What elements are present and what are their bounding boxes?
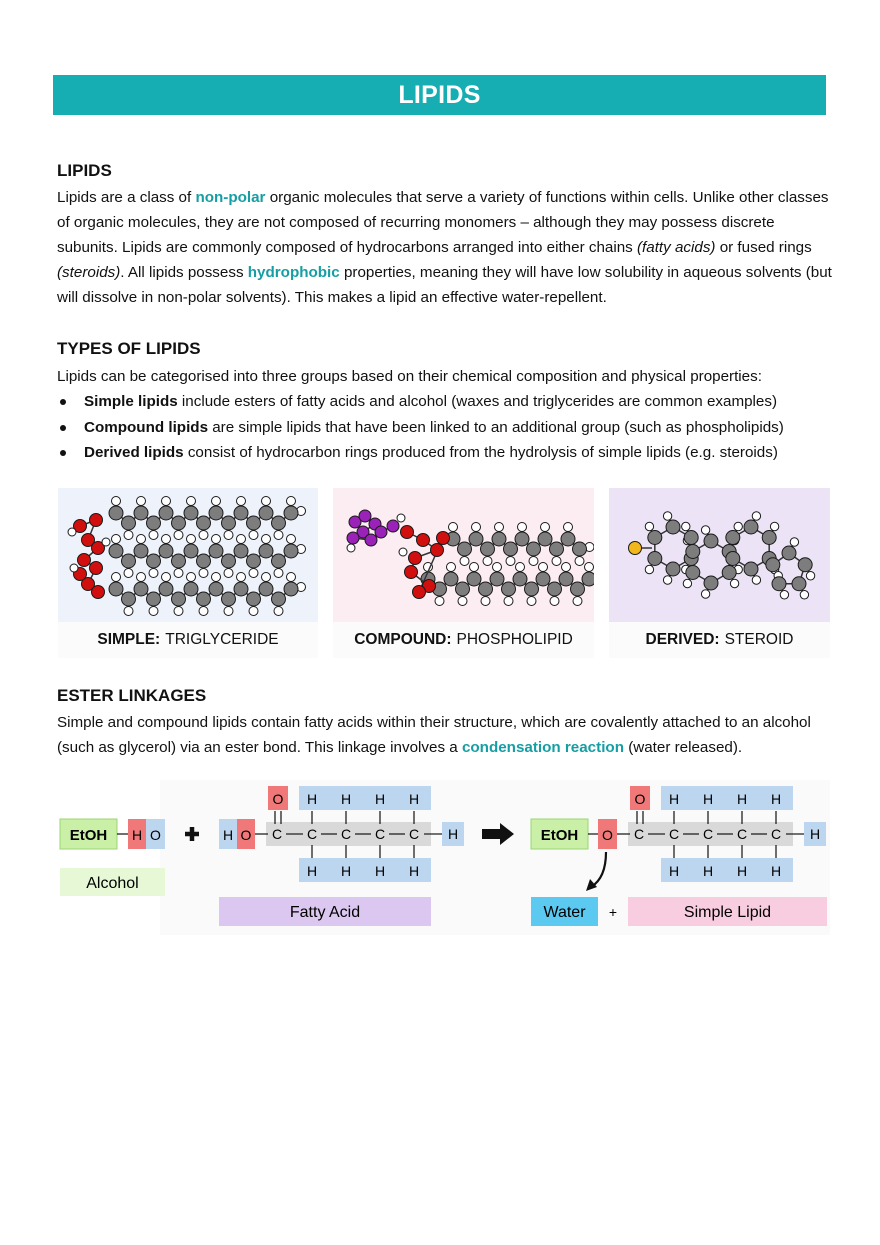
carbon-atom <box>782 546 796 560</box>
carbon-atom <box>798 558 812 572</box>
keyword-condensation: condensation reaction <box>461 739 624 756</box>
types-intro: Lipids can be categorised into three groups based on their chemical composition and physical properties: <box>57 368 762 385</box>
h-label: H <box>702 863 714 879</box>
hydrogen-atom <box>249 531 258 540</box>
carbon-atom <box>744 520 758 534</box>
hydrogen-atom <box>701 526 709 534</box>
h-label: H <box>374 863 386 879</box>
section-heading-ester: ESTER LINKAGES <box>57 686 207 705</box>
carbon-atom <box>209 544 223 558</box>
c-label: C <box>633 826 645 842</box>
glycerol-atom <box>401 526 414 539</box>
carbon-atom <box>515 532 529 546</box>
hydrogen-atom <box>458 597 467 606</box>
carbon-atom <box>122 592 136 606</box>
hydrogen-atom <box>506 557 515 566</box>
o-label: O <box>602 827 613 843</box>
carbon-atom <box>704 534 718 548</box>
carbon-atom <box>234 582 248 596</box>
c-label: C <box>340 826 352 842</box>
hydrogen-atom <box>187 535 196 544</box>
c-label: C <box>374 826 386 842</box>
hydrogen-atom <box>397 514 405 522</box>
hydrogen-atom <box>237 535 246 544</box>
water-label: Water <box>543 904 586 921</box>
carbon-atom <box>134 544 148 558</box>
hydrogen-atom <box>249 569 258 578</box>
glycerol-atom <box>90 514 103 527</box>
triglyceride-image <box>58 488 318 622</box>
carbon-atom <box>573 542 587 556</box>
h-label: H <box>306 791 318 807</box>
h-label: H <box>408 863 420 879</box>
hydrogen-atom <box>187 497 196 506</box>
carbon-atom <box>159 544 173 558</box>
hydrogen-atom <box>112 573 121 582</box>
hydrogen-atom <box>162 535 171 544</box>
lipids-paragraph: Lipids are a class of non-polar organic molecules that serve a variety of functions within cells. Unlike other classes of organic molecules, they are not composed of recurring monomers – although they may possess discrete subunits. Lipids are commonly composed of hydrocarbons arranged into either chains (fatty acids) or fused rings (steroids). All lipids possess hydrophobic properties, meaning they will have low solubility in aqueous solvents (but will dissolve in non-polar solvents). This makes a lipid an effective water-repellent. <box>57 189 832 306</box>
hydrogen-atom <box>435 597 444 606</box>
carbon-atom <box>259 582 273 596</box>
hydrogen-atom <box>162 573 171 582</box>
caption-derived: DERIVED: STEROID <box>609 622 830 658</box>
hydrogen-atom <box>518 523 527 532</box>
hydrogen-atom <box>780 591 788 599</box>
glycerol-atom <box>437 532 450 545</box>
carbon-atom <box>502 582 516 596</box>
carbon-atom <box>648 552 662 566</box>
h-label: H <box>131 827 143 843</box>
carbon-atom <box>109 582 123 596</box>
hydrogen-atom <box>529 557 538 566</box>
hydrogen-atom <box>495 523 504 532</box>
simple-lipid-label: Simple Lipid <box>683 904 772 921</box>
hydrogen-atom <box>224 607 233 616</box>
hydrogen-atom <box>806 572 814 580</box>
hydrogen-atom <box>481 597 490 606</box>
carbon-atom <box>172 592 186 606</box>
h-label: H <box>736 863 748 879</box>
h-label: H <box>668 791 680 807</box>
h-label: H <box>306 863 318 879</box>
c-label: C <box>736 826 748 842</box>
functional-group-atom <box>629 542 642 555</box>
hydrogen-atom <box>575 557 584 566</box>
hydrogen-atom <box>447 563 456 572</box>
carbon-atom <box>686 566 700 580</box>
hydrogen-atom <box>800 591 808 599</box>
carbon-atom <box>247 592 261 606</box>
hydrogen-atom <box>212 497 221 506</box>
carbon-atom <box>513 572 527 586</box>
carbon-atom <box>197 592 211 606</box>
c-label: C <box>306 826 318 842</box>
carbon-atom <box>726 531 740 545</box>
c-label: C <box>702 826 714 842</box>
hydrogen-atom <box>174 531 183 540</box>
hydrogen-atom <box>682 522 690 530</box>
hydrogen-atom <box>174 607 183 616</box>
carbon-atom <box>284 582 298 596</box>
hydrogen-atom <box>287 497 296 506</box>
carbon-atom <box>538 532 552 546</box>
hydrogen-atom <box>472 523 481 532</box>
hydrogen-atom <box>274 531 283 540</box>
etoh-label: EtOH <box>540 827 579 844</box>
h-label: H <box>770 791 782 807</box>
carbon-atom <box>559 572 573 586</box>
o-label: O <box>240 827 252 843</box>
hydrogen-atom <box>552 557 561 566</box>
phosphate-atom <box>387 520 399 532</box>
phosphate-atom <box>365 534 377 546</box>
hydrogen-atom <box>224 569 233 578</box>
carbon-atom <box>458 542 472 556</box>
hydrogen-atom <box>504 597 513 606</box>
carbon-atom <box>469 532 483 546</box>
hydrogen-atom <box>174 569 183 578</box>
hydrogen-atom <box>162 497 171 506</box>
hydrogen-atom <box>460 557 469 566</box>
hydrogen-atom <box>102 538 110 546</box>
hydrogen-atom <box>199 531 208 540</box>
carbon-atom <box>722 566 736 580</box>
hydrogen-atom <box>562 563 571 572</box>
carbon-atom <box>504 542 518 556</box>
hydrogen-atom <box>645 522 653 530</box>
carbon-atom <box>272 516 286 530</box>
carbon-atom <box>172 516 186 530</box>
hydrogen-atom <box>730 579 738 587</box>
carbon-atom <box>197 554 211 568</box>
hydrogen-atom <box>550 597 559 606</box>
hydrogen-atom <box>249 607 258 616</box>
hydrogen-atom <box>137 535 146 544</box>
glycerol-atom <box>417 534 430 547</box>
carbon-atom <box>184 506 198 520</box>
hydrogen-atom <box>137 497 146 506</box>
hydrogen-atom <box>124 569 133 578</box>
carbon-atom <box>686 545 700 559</box>
h-label: H <box>668 863 680 879</box>
hydrogen-atom <box>470 563 479 572</box>
hydrogen-atom <box>149 531 158 540</box>
ester-paragraph: Simple and compound lipids contain fatty acids within their structure, which are covalently attached to an alcohol (such as glycerol) via an ester bond. This linkage involves a condensation reaction (water released). <box>57 714 811 756</box>
h-label: H <box>702 791 714 807</box>
glycerol-atom <box>90 562 103 575</box>
hydrogen-atom <box>564 523 573 532</box>
glycerol-atom <box>409 552 422 565</box>
hydrogen-atom <box>790 538 798 546</box>
etoh-label: EtOH <box>69 827 108 844</box>
carbon-atom <box>109 506 123 520</box>
hydrogen-atom <box>212 535 221 544</box>
hydrogen-atom <box>287 535 296 544</box>
carbon-atom <box>122 516 136 530</box>
o-label: O <box>634 791 646 807</box>
hydrogen-atom <box>112 497 121 506</box>
carbon-atom <box>209 506 223 520</box>
carbon-atom <box>247 516 261 530</box>
page-banner <box>53 75 826 115</box>
hydrogen-atom <box>199 607 208 616</box>
carbon-atom <box>550 542 564 556</box>
h-label: H <box>736 791 748 807</box>
hydrogen-atom <box>237 573 246 582</box>
hydrogen-atom <box>274 607 283 616</box>
hydrogen-atom <box>663 512 671 520</box>
carbon-atom <box>527 542 541 556</box>
hydrogen-atom <box>527 597 536 606</box>
carbon-atom <box>184 582 198 596</box>
hydrogen-atom <box>573 597 582 606</box>
c-label: C <box>408 826 420 842</box>
carbon-atom <box>147 554 161 568</box>
carbon-atom <box>172 554 186 568</box>
hydrogen-atom <box>187 573 196 582</box>
hydrogen-atom <box>516 563 525 572</box>
carbon-atom <box>247 554 261 568</box>
glycerol-atom <box>78 554 91 567</box>
section-heading-lipids: LIPIDS <box>57 161 112 180</box>
hydrogen-atom <box>483 557 492 566</box>
plus-sign: + <box>608 904 618 920</box>
fatty-acid-label: Fatty Acid <box>289 904 361 921</box>
caption-simple: SIMPLE: TRIGLYCERIDE <box>58 622 318 658</box>
hydrogen-atom <box>347 544 355 552</box>
carbon-atom <box>159 582 173 596</box>
carbon-atom <box>234 544 248 558</box>
hydrogen-atom <box>645 565 653 573</box>
carbon-atom <box>159 506 173 520</box>
phosphate-atom <box>375 526 387 538</box>
carbon-atom <box>467 572 481 586</box>
carbon-atom <box>481 542 495 556</box>
carbon-atom <box>479 582 493 596</box>
carbon-atom <box>762 531 776 545</box>
hydrogen-atom <box>224 531 233 540</box>
hydrogen-atom <box>752 576 760 584</box>
h-label: H <box>374 791 386 807</box>
lipid-types-list <box>57 389 847 466</box>
carbon-atom <box>456 582 470 596</box>
section-heading-types: TYPES OF LIPIDS <box>57 339 201 358</box>
h-label: H <box>770 863 782 879</box>
glycerol-atom <box>431 544 444 557</box>
hydrogen-atom <box>137 573 146 582</box>
hydrogen-atom <box>585 563 594 572</box>
c-label: C <box>770 826 782 842</box>
h-label: H <box>340 791 352 807</box>
carbon-atom <box>234 506 248 520</box>
carbon-atom <box>209 582 223 596</box>
hydrogen-atom <box>124 531 133 540</box>
c-label: C <box>271 826 283 842</box>
list-item: Derived lipids consist of hydrocarbon rings produced from the hydrolysis of simple lipids (e.g. steroids) <box>57 440 847 466</box>
hydrogen-atom <box>734 522 742 530</box>
phosphate-atom <box>359 510 371 522</box>
hydrogen-atom <box>752 512 760 520</box>
hydrogen-atom <box>493 563 502 572</box>
hydrogen-atom <box>541 523 550 532</box>
caption-compound: COMPOUND: PHOSPHOLIPID <box>333 622 594 658</box>
hydrogen-atom <box>70 564 78 572</box>
carbon-atom <box>561 532 575 546</box>
o-label: O <box>150 827 161 843</box>
hydrogen-atom <box>287 573 296 582</box>
carbon-atom <box>272 554 286 568</box>
banner-title: LIPIDS <box>398 80 481 109</box>
carbon-atom <box>284 544 298 558</box>
carbon-atom <box>548 582 562 596</box>
carbon-atom <box>259 506 273 520</box>
glycerol-atom <box>405 566 418 579</box>
carbon-atom <box>726 552 740 566</box>
carbon-atom <box>772 577 786 591</box>
carbon-atom <box>147 592 161 606</box>
hydrogen-atom <box>262 497 271 506</box>
carbon-atom <box>259 544 273 558</box>
c-label: C <box>668 826 680 842</box>
carbon-atom <box>766 558 780 572</box>
hydrogen-atom <box>149 607 158 616</box>
triglyceride-molecule <box>58 488 318 622</box>
carbon-atom <box>582 572 594 586</box>
steroid-molecule <box>609 488 830 622</box>
hydrogen-atom <box>539 563 548 572</box>
carbon-atom <box>666 562 680 576</box>
h-label: H <box>340 863 352 879</box>
glycerol-atom <box>92 586 105 599</box>
hydrogen-atom <box>274 569 283 578</box>
phospholipid-image <box>333 488 594 622</box>
h-label: H <box>447 826 459 842</box>
carbon-atom <box>684 531 698 545</box>
hydrogen-atom <box>68 528 76 536</box>
hydrogen-atom <box>149 569 158 578</box>
carbon-atom <box>490 572 504 586</box>
carbon-atom <box>648 531 662 545</box>
hydrogen-atom <box>683 579 691 587</box>
alcohol-label: Alcohol <box>86 875 139 892</box>
carbon-atom <box>134 582 148 596</box>
hydrogen-atom <box>262 535 271 544</box>
hydrogen-atom <box>262 573 271 582</box>
carbon-atom <box>744 562 758 576</box>
list-item: Simple lipids include esters of fatty acids and alcohol (waxes and triglycerides are common examples) <box>57 389 847 415</box>
carbon-atom <box>704 576 718 590</box>
carbon-atom <box>134 506 148 520</box>
keyword-non-polar: non-polar <box>195 189 266 206</box>
hydrogen-atom <box>701 590 709 598</box>
carbon-atom <box>184 544 198 558</box>
h-label: H <box>408 791 420 807</box>
carbon-atom <box>122 554 136 568</box>
carbon-atom <box>792 577 806 591</box>
carbon-atom <box>222 592 236 606</box>
keyword-hydrophobic: hydrophobic <box>247 264 340 281</box>
hydrogen-atom <box>212 573 221 582</box>
hydrogen-atom <box>770 522 778 530</box>
phosphate-atom <box>347 532 359 544</box>
h-label: H <box>809 826 821 842</box>
phospholipid-molecule <box>333 488 594 622</box>
hydrogen-atom <box>112 535 121 544</box>
carbon-atom <box>284 506 298 520</box>
list-item: Compound lipids are simple lipids that have been linked to an additional group (such as phospholipids) <box>57 415 847 441</box>
hydrogen-atom <box>449 523 458 532</box>
carbon-atom <box>525 582 539 596</box>
steroid-image <box>609 488 830 622</box>
hydrogen-atom <box>663 576 671 584</box>
hydrogen-atom <box>199 569 208 578</box>
glycerol-atom <box>413 586 426 599</box>
h-label: H <box>222 827 234 843</box>
o-label: O <box>272 791 284 807</box>
carbon-atom <box>147 516 161 530</box>
hydrogen-atom <box>124 607 133 616</box>
carbon-atom <box>109 544 123 558</box>
carbon-atom <box>536 572 550 586</box>
carbon-atom <box>222 516 236 530</box>
hydrogen-atom <box>399 548 407 556</box>
carbon-atom <box>272 592 286 606</box>
carbon-atom <box>666 520 680 534</box>
carbon-atom <box>571 582 585 596</box>
ester-reaction-diagram <box>0 780 880 940</box>
carbon-atom <box>444 572 458 586</box>
carbon-atom <box>222 554 236 568</box>
hydrogen-atom <box>237 497 246 506</box>
carbon-atom <box>197 516 211 530</box>
carbon-atom <box>492 532 506 546</box>
